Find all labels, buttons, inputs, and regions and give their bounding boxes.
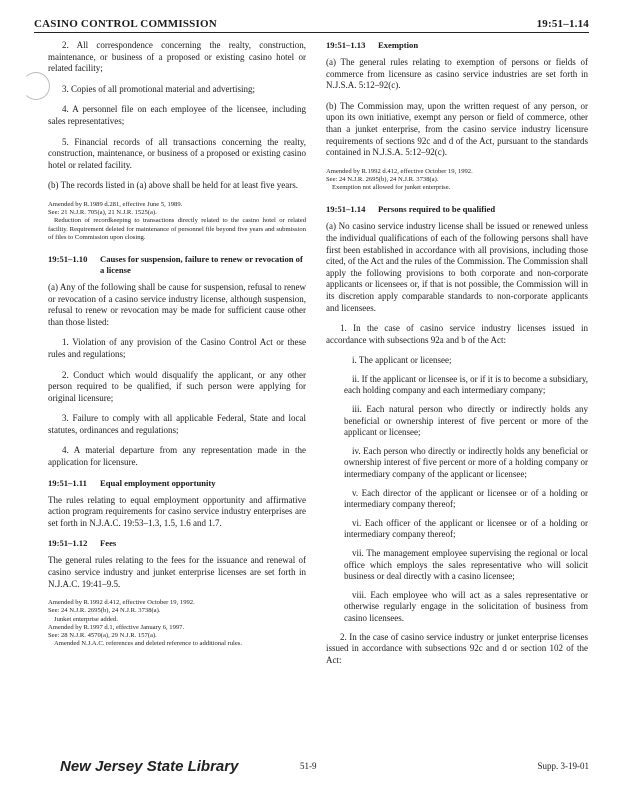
binder-hole-mark [22,72,50,100]
section-number: 19:51–1.12 [48,538,88,549]
header-section-number: 19:51–1.14 [536,18,589,30]
sub-item: ii. If the applicant or licensee is, or if it is to become a subsidiary, each holding company and each intermediary company; [344,373,588,396]
sub-item: vii. The management employee supervising the regional or local office which employs the sales representative who will solicit business or deal directly with a casino licensee; [344,548,588,582]
section-heading [48,538,306,549]
paragraph: (a) The general rules relating to exemption of persons or fields of commerce from licensure as casino service industries are set forth in N.J.S.A. 5:12–92(c). [326,57,588,91]
left-column [48,40,306,660]
section-number: 19:51–1.13 [326,40,366,50]
list-item: 5. Financial records of all transactions concerning the realty, construction, maintenance, or business of a proposed or existing casino hotel or related facility. [48,136,306,170]
section-heading [326,204,588,215]
amendment-line: Amended by R.1992 d.412, effective October 19, 1992. [326,167,473,175]
amendment-line: See: 21 N.J.R. 705(a), 21 N.J.R. 1525(a). [48,209,157,217]
section-number: 19:51–1.10 [48,253,88,264]
list-item: 2. In the case of casino service industry or junket enterprise licenses issued in accordance with subsections 92c and d or section 102 of the Act: [326,631,588,665]
section-number: 19:51–1.14 [326,204,366,215]
right-column [326,40,588,675]
paragraph-b: (b) The records listed in (a) above shall be held for at least five years. [48,180,298,191]
header-title: CASINO CONTROL COMMISSION [34,18,217,30]
section-title: Exemption [378,40,419,50]
list-item: 3. Failure to comply with all applicable Federal, State and local statutes, ordinances and regulations; [48,413,306,435]
section-heading [48,254,306,276]
amendment-line: Amended by R.1992 d.412, effective October 19, 1992. [48,599,195,607]
sub-item: iv. Each person who directly or indirectly holds any beneficial or ownership interest of five percent or more of a holding company or intermediary company of the applicant or licensee; [344,445,588,480]
paragraph: (a) Any of the following shall be cause for suspension, refusal to renew or revocation of a casino service industry license, although suspension, refusal to renew or revocation may be made for sufficient cause other than those listed: [48,281,306,327]
list-item: 3. Copies of all promotional material and advertising; [62,83,255,94]
page-footer [60,756,589,776]
section-title: Equal employment opportunity [100,477,216,488]
amendment-line: Amended N.J.A.C. references and deleted reference to additional rules. [54,640,243,648]
supplement-date: Supp. 3-19-01 [537,761,589,771]
sub-item: viii. Each employee who will act as a sales representative or otherwise regularly engage in the solicitation of business from casino licensees. [344,589,588,623]
amendment-line: Amended by R.1989 d.281, effective June 5, 1989. [48,200,183,208]
section-number: 19:51–1.11 [48,477,87,488]
sub-item: v. Each director of the applicant or licensee or of a holding or intermediary company thereof; [344,487,588,510]
paragraph: The general rules relating to the fees for the issuance and renewal of casino service industry and junket enterprise licenses are set forth in N.J.A.C. 19:41–9.5. [48,555,306,589]
running-header [34,10,589,33]
paragraph: (a) No casino service industry license shall be issued or renewed unless the individual qualifications of each of the following persons shall have first been established in accordance with all provisions, including those cited, of the Act and the rules of the Commission. The Commission shall apply the following provisions to both corporate and non-corporate applicants or licensees or, if that is not possible, the Commission will in its discretion apply comparable standards to non-corporate applicants and licensees. [326,221,588,313]
amendment-line: See: 24 N.J.R. 2695(b), 24 N.J.R. 3738(a). [48,607,161,615]
section-heading [48,478,306,489]
library-stamp-logo: New Jersey State Library [60,757,239,775]
section-title: Persons required to be qualified [378,204,496,215]
sub-item: iii. Each natural person who directly or indirectly holds any beneficial or ownership interest of five percent or more of the applicant or licensee; [344,404,588,438]
amendment-note [48,599,306,648]
amendment-line: Amended by R.1997 d.1, effective January 6, 1997. [48,623,185,631]
amendment-note [48,201,306,242]
sub-item: i. The applicant or licensee; [352,355,452,366]
list-item: 2. Conduct which would disqualify the applicant, or any other person required to be qualified, if such person were applying for original licensure; [48,369,306,403]
list-item: 1. In the case of casino service industry licenses issued in accordance with subsections 92a and b of the Act: [326,323,588,345]
amendment-note [326,168,588,193]
section-title: Fees [100,538,117,549]
sub-item: vi. Each officer of the applicant or licensee or of a holding or intermediary company thereof; [344,517,588,540]
page-number: 51-9 [300,761,317,771]
paragraph: The rules relating to equal employment opportunity and affirmative action program requirements for casino service industry enterprises are set forth in N.J.A.C. 19:53–1.3, 1.5, 1.6 and 1.7. [48,494,306,528]
amendment-line: Junket enterprise added. [54,615,118,623]
list-item: 1. Violation of any provision of the Casino Control Act or these rules and regulations; [48,337,306,359]
amendment-line: Reduction of recordkeeping to transactions directly related to the casino hotel or related facility. Requirement deleted for maintenance of personnel file beyond five years and submission of files to Commission upon closing. [48,217,306,241]
list-item: 4. A material departure from any representation made in the application for licensure. [48,445,306,468]
list-item: 4. A personnel file on each employee of the licensee, including sales representatives; [48,104,306,126]
amendment-line: See: 24 N.J.R. 2695(b), 24 N.J.R. 3738(a). [326,175,439,183]
amendment-line: Exemption not allowed for junket enterprise. [332,184,451,192]
list-item: 2. All correspondence concerning the realty, construction, maintenance, or business of a proposed or existing casino hotel or related facility; [48,40,306,74]
section-title: Causes for suspension, failure to renew or revocation of a license [100,253,303,275]
paragraph: (b) The Commission may, upon the written request of any person, or upon its own initiative, exempt any person or field of commerce, other than a junket enterprise, from the casino service industry licensure requirements of sections 92c and d of the Act, pursuant to the standards contained in N.J.S.A. 5:12–92(c). [326,100,588,158]
amendment-line: See: 28 N.J.R. 4570(a), 29 N.J.R. 157(a). [48,632,157,640]
section-heading [326,40,588,51]
